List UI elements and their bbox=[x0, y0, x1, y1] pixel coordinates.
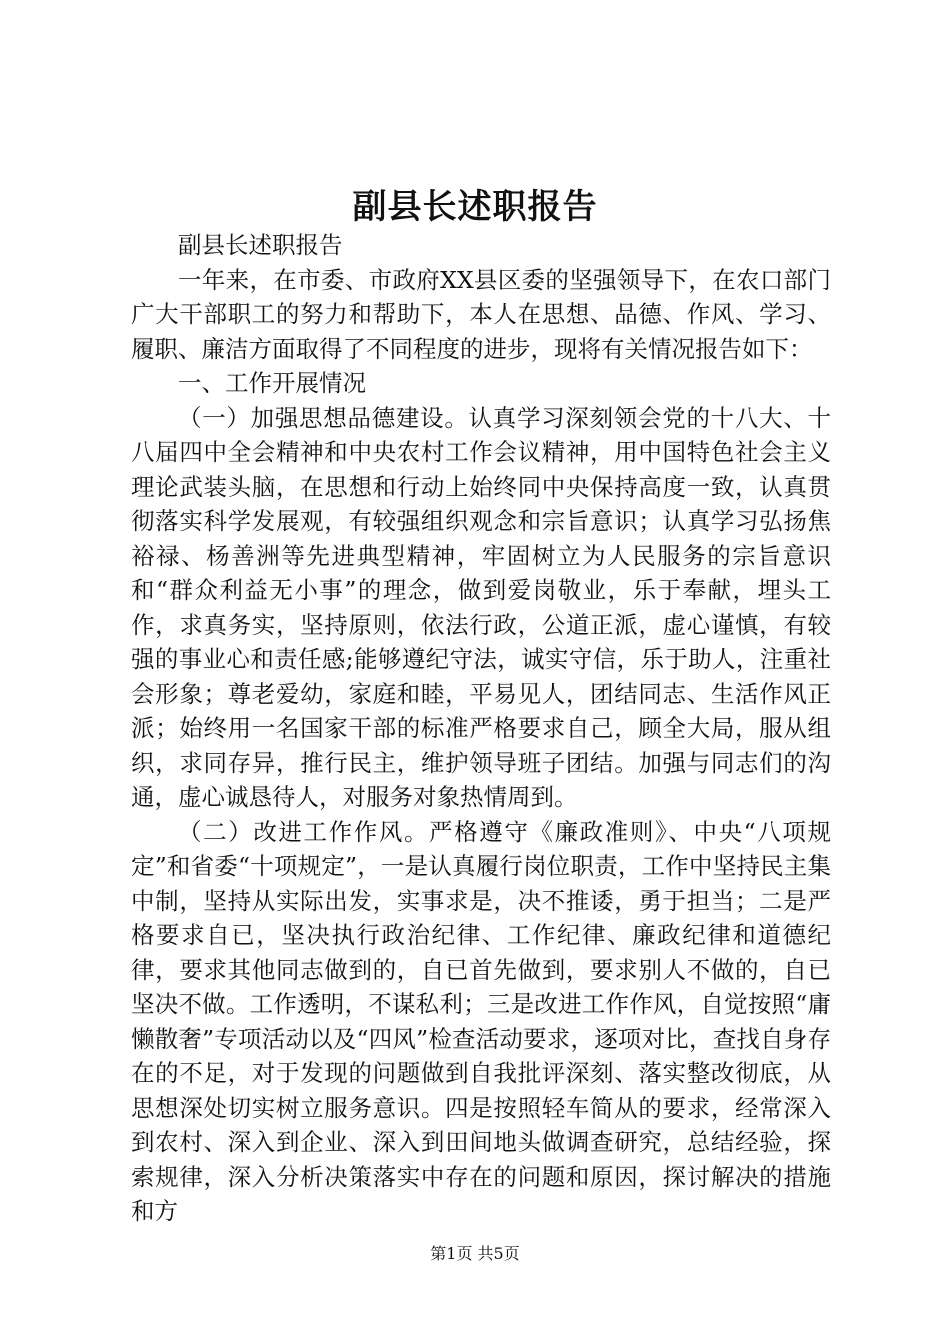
paragraph-ideology: （一）加强思想品德建设。认真学习深刻领会党的十八大、十八届四中全会精神和中央农村工作会议精神，用中国特色社会主义理论武装头脑，在思想和行动上始终同中央保持高度一致，认真贯彻落实科学发展观，有较强组织观念和宗旨意识；认真学习弘扬焦裕禄、杨善洲等先进典型精神，牢固树立为人民服务的宗旨意识和“群众利益无小事”的理念，做到爱岗敬业，乐于奉献，埋头工作，求真务实，坚持原则，依法行政，公道正派，虚心谨慎，有较强的事业心和责任感;能够遵纪守法，诚实守信，乐于助人，注重社会形象；尊老爱幼，家庭和睦，平易见人，团结同志、生活作风正派；始终用一名国家干部的标准严格要求自己，顾全大局，服从组织，求同存异，推行民主，维护领导班子团结。加强与同志们的沟通，虚心诚恳待人，对服务对象热情周到。 bbox=[131, 403, 831, 811]
paragraph-subtitle: 副县长述职报告 bbox=[178, 231, 343, 259]
paragraph-intro: 一年来，在市委、市政府XX县区委的坚强领导下，在农口部门广大干部职工的努力和帮助下，本人在思想、品德、作风、学习、履职、廉洁方面取得了不同程度的进步，现将有关情况报告如下： bbox=[131, 265, 831, 363]
paragraph-work-style: （二）改进工作作风。严格遵守《廉政准则》、中央“八项规定”和省委“十项规定”，一是认真履行岗位职责，工作中坚持民主集中制，坚持从实际出发，实事求是，决不推诿，勇于担当；二是严格要求自已，坚决执行政治纪律、工作纪律、廉政纪律和道德纪律，要求其他同志做到的，自已首先做到，要求别人不做的，自已坚决不做。工作透明，不谋私利；三是改进工作作风，自觉按照“庸懒散奢”专项活动以及“四风”检查活动要求，逐项对比，查找自身存在的不足，对于发现的问题做到自我批评深刻、落实整改彻底，从思想深处切实树立服务意识。四是按照轻车简从的要求，经常深入到农村、深入到企业、深入到田间地头做调查研究，总结经验，探索规律，深入分析决策落实中存在的问题和原因，探讨解决的措施和方 bbox=[131, 817, 831, 1225]
section-heading-work: 一、工作开展情况 bbox=[178, 369, 366, 397]
document-body bbox=[131, 228, 831, 1229]
document-title: 副县长述职报告 bbox=[352, 187, 598, 227]
page-footer: 第1页 共5页 bbox=[430, 1244, 520, 1263]
